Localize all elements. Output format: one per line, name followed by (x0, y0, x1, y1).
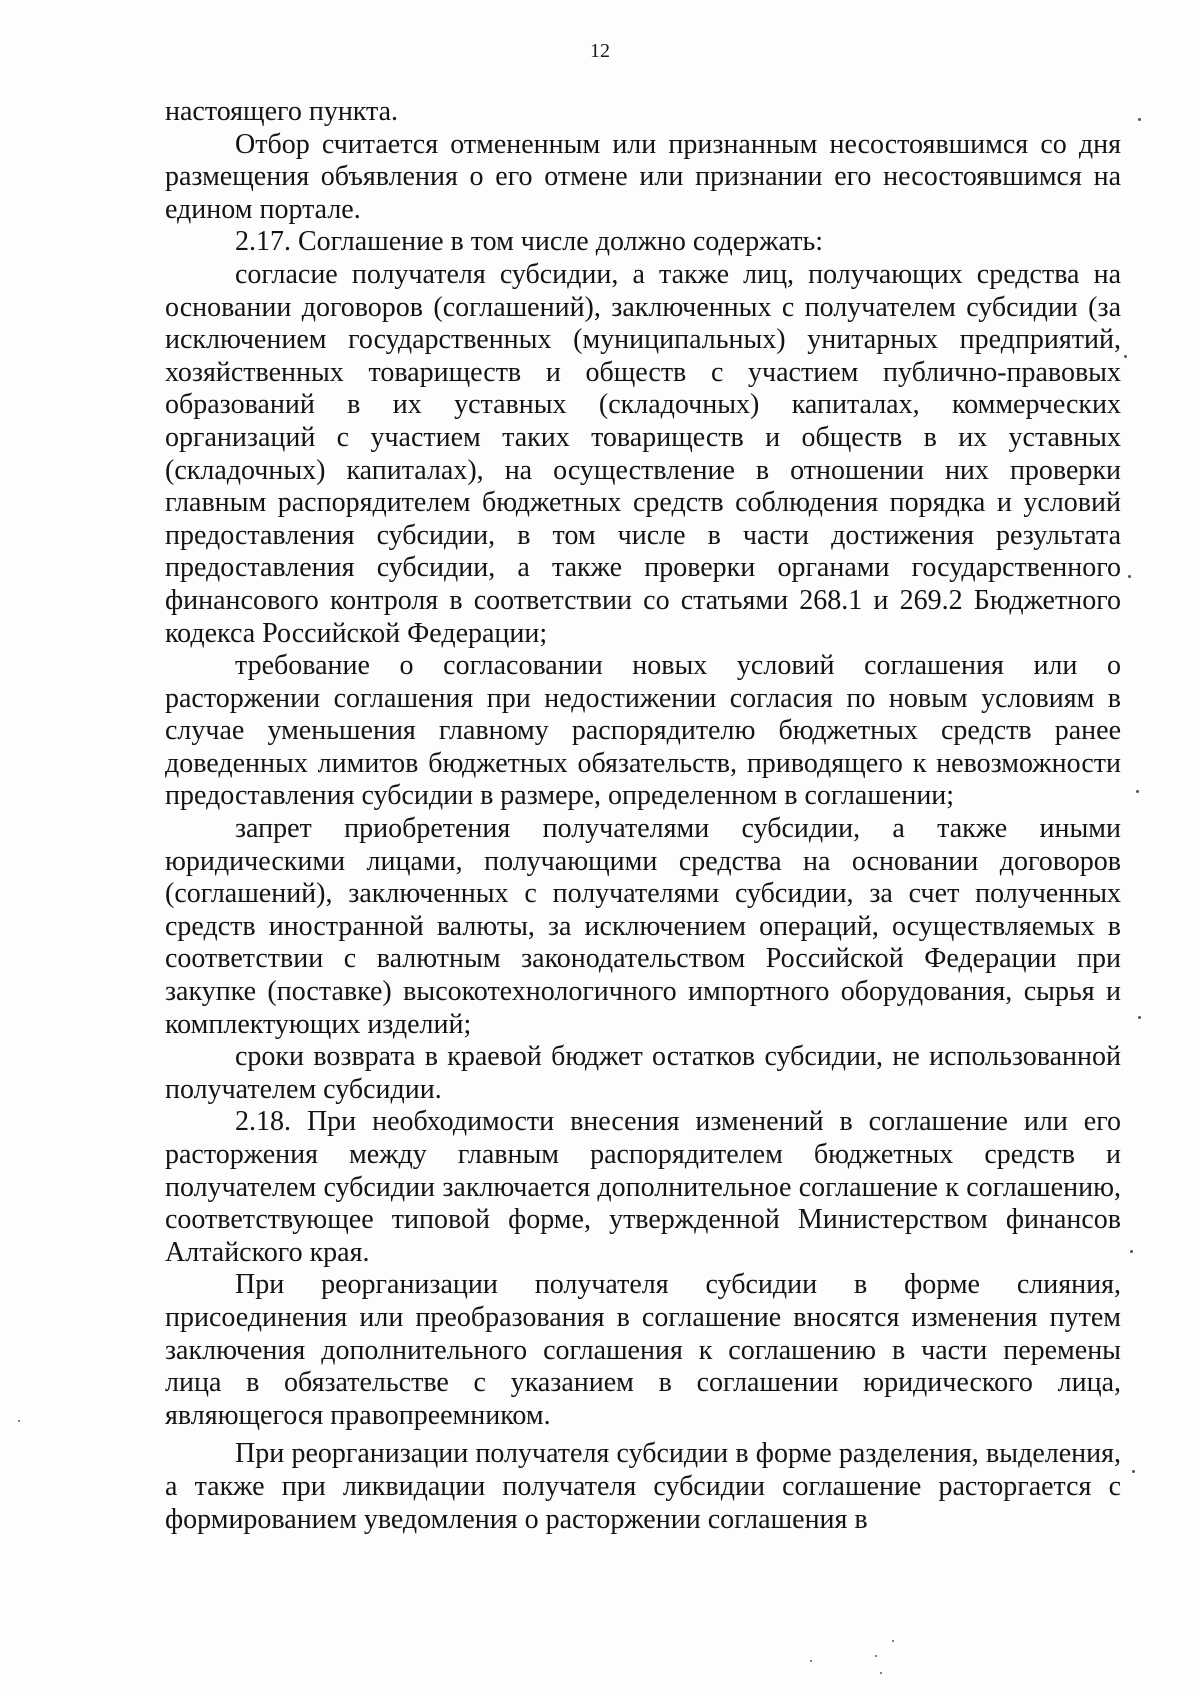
document-body (165, 96, 1121, 1536)
paragraph-consent: согласие получателя субсидии, а также лиц, получающих средства на основании договоров (соглашений), заключенных с получателем субсидии (за исключением государственных (муниципальных) унитарных предприятий, хозяйственных товариществ и обществ с участием публично-правовых образований в их уставных (складочных) капиталах, коммерческих организаций с участием таких товариществ и обществ в их уставных (складочных) капиталах), на осуществление в отношении них проверки главным распорядителем бюджетных средств соблюдения порядка и условий предоставления субсидии, в том числе в части достижения результата предоставления субсидии, а также проверки органами государственного финансового контроля в соответствии со статьями 268.1 и 269.2 Бюджетного кодекса Российской Федерации; (165, 258, 1121, 649)
paragraph-return-terms: сроки возврата в краевой бюджет остатков субсидии, не использованной получателем субсидии. (165, 1041, 1121, 1105)
scan-speck (875, 1655, 877, 1657)
scan-speck (892, 1640, 894, 1642)
scan-speck (1128, 575, 1131, 578)
scan-speck (1130, 1250, 1133, 1253)
paragraph-merger-reorganization: При реорганизации получателя субсидии в форме слияния, присоединения или преобразования в соглашение вносятся изменения путем заключения дополнительного соглашения к соглашению в части перемены лица в обязательстве с указанием в соглашении юридического лица, являющегося правопреемником. (165, 1269, 1121, 1431)
scan-speck (1132, 1470, 1135, 1473)
scan-speck (810, 1660, 812, 1662)
paragraph-requirement: требование о согласовании новых условий соглашения или о расторжении соглашения при недостижении согласия по новым условиям в случае уменьшения главному распорядителю бюджетных средств ранее доведенных лимитов бюджетных обязательств, приводящего к невозможности предоставления субсидии в размере, определенном в соглашении; (165, 650, 1121, 812)
paragraph-division-reorganization: При реорганизации получателя субсидии в форме разделения, выделения, а также при ликвидации получателя субсидии соглашение расторгается с формированием уведомления о расторжении соглашения в (165, 1438, 1121, 1535)
paragraph-2-18: 2.18. При необходимости внесения изменений в соглашение или его расторжения между главным распорядителем бюджетных средств и получателем субсидии заключается дополнительное соглашение к соглашению, соответствующее типовой форме, утвержденной Министерством финансов Алтайского края. (165, 1106, 1121, 1268)
scan-speck (880, 1672, 882, 1674)
paragraph-2-17-heading: 2.17. Соглашение в том числе должно содержать: (235, 226, 823, 258)
paragraph-prohibition: запрет приобретения получателями субсидии, а также иными юридическими лицами, получающими средства на основании договоров (соглашений), заключенных с получателями субсидии, за счет полученных средств иностранной валюты, за исключением операций, осуществляемых в соответствии с валютным законодательством Российской Федерации при закупке (поставке) высокотехнологичного импортного оборудования, сырья и комплектующих изделий; (165, 813, 1121, 1040)
page-number: 12 (590, 40, 610, 62)
paragraph-continuation: настоящего пункта. (165, 96, 399, 127)
scan-speck (1138, 1016, 1141, 1019)
scan-speck (18, 1420, 20, 1422)
paragraph-selection-cancelled: Отбор считается отмененным или признанным несостоявшимся со дня размещения объявления о его отмене или признании его несостоявшимся на едином портале. (165, 128, 1121, 225)
scan-speck (1138, 118, 1141, 121)
scan-speck (1124, 355, 1127, 358)
scan-speck (1136, 790, 1139, 793)
